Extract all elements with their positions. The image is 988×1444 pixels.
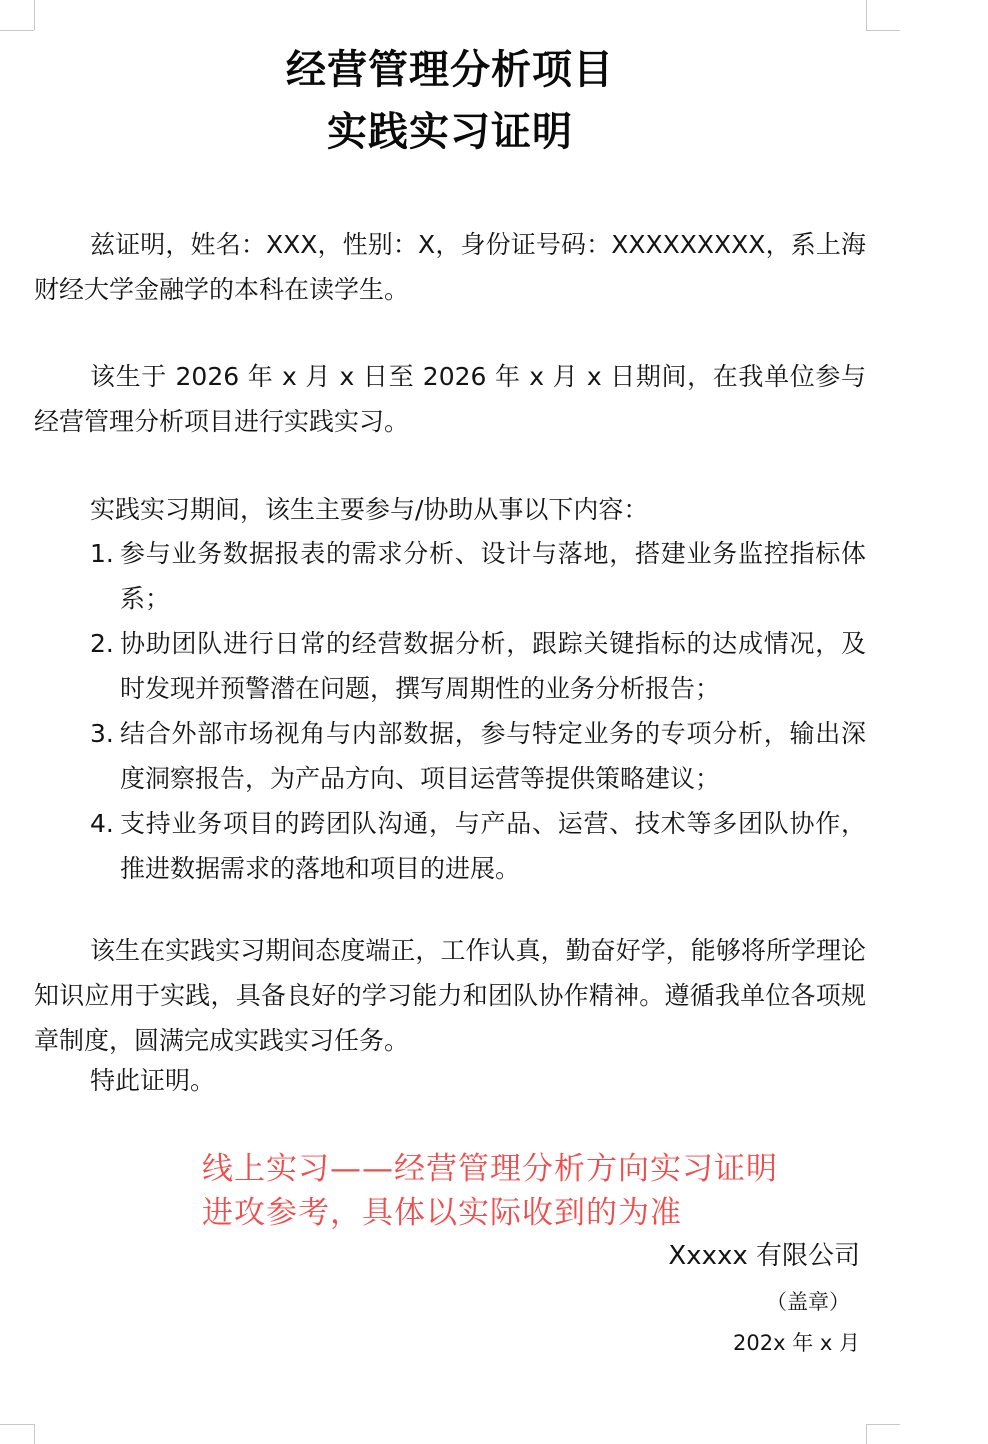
disclaimer-line-2: 进攻参考，具体以实际收到的为准 <box>202 1195 682 1231</box>
document-subtitle: 实践实习证明 <box>327 109 573 155</box>
list-text: 协助团队进行日常的经营数据分析，跟踪关键指标的达成情况，及时发现并预警潜在问题，撰写周期性的业务分析报告； <box>120 629 866 703</box>
period-paragraph: 该生于 2026 年 x 月 x 日至 2026 年 x 月 x 日期间，在我单位参与经营管理分析项目进行实践实习。 <box>34 362 866 436</box>
duties-intro: 实践实习期间，该生主要参与/协助从事以下内容： <box>90 495 649 524</box>
document-title: 经营管理分析项目 <box>286 47 614 93</box>
list-number: 2. <box>90 629 114 658</box>
list-number: 3. <box>90 719 114 748</box>
list-item <box>90 531 866 621</box>
crop-mark-bottom-left <box>0 1424 34 1425</box>
list-number: 4. <box>90 809 114 838</box>
company-name: Xxxxx 有限公司 <box>668 1241 860 1271</box>
list-text: 支持业务项目的跨团队沟通，与产品、运营、技术等多团队协作，推进数据需求的落地和项目的进展。 <box>120 809 866 883</box>
crop-mark-bottom-left <box>34 1424 35 1444</box>
list-text: 参与业务数据报表的需求分析、设计与落地，搭建业务监控指标体系； <box>120 539 866 613</box>
issue-date: 202x 年 x 月 <box>733 1331 860 1355</box>
disclaimer-line-1: 线上实习——经营管理分析方向实习证明 <box>202 1151 778 1187</box>
list-item <box>90 801 866 891</box>
evaluation-paragraph: 该生在实践实习期间态度端正，工作认真，勤奋好学，能够将所学理论知识应用于实践，具备良好的学习能力和团队协作精神。遵循我单位各项规章制度，圆满完成实践实习任务。 <box>34 936 866 1055</box>
closing-statement: 特此证明。 <box>90 1066 216 1095</box>
seal-placeholder: （盖章） <box>766 1290 850 1314</box>
crop-mark-top-left <box>0 30 34 31</box>
list-item <box>90 621 866 711</box>
duties-list <box>90 531 866 891</box>
crop-mark-top-right <box>866 30 900 31</box>
crop-mark-top-left <box>34 0 35 30</box>
crop-mark-bottom-right <box>866 1424 867 1444</box>
crop-mark-top-right <box>866 0 867 30</box>
identity-paragraph: 兹证明，姓名：XXX，性别：X，身份证号码：XXXXXXXXX，系上海财经大学金融学的本科在读学生。 <box>34 230 866 304</box>
crop-mark-bottom-right <box>866 1424 900 1425</box>
list-text: 结合外部市场视角与内部数据，参与特定业务的专项分析，输出深度洞察报告，为产品方向、项目运营等提供策略建议； <box>120 719 866 793</box>
list-item <box>90 711 866 801</box>
list-number: 1. <box>90 539 114 568</box>
